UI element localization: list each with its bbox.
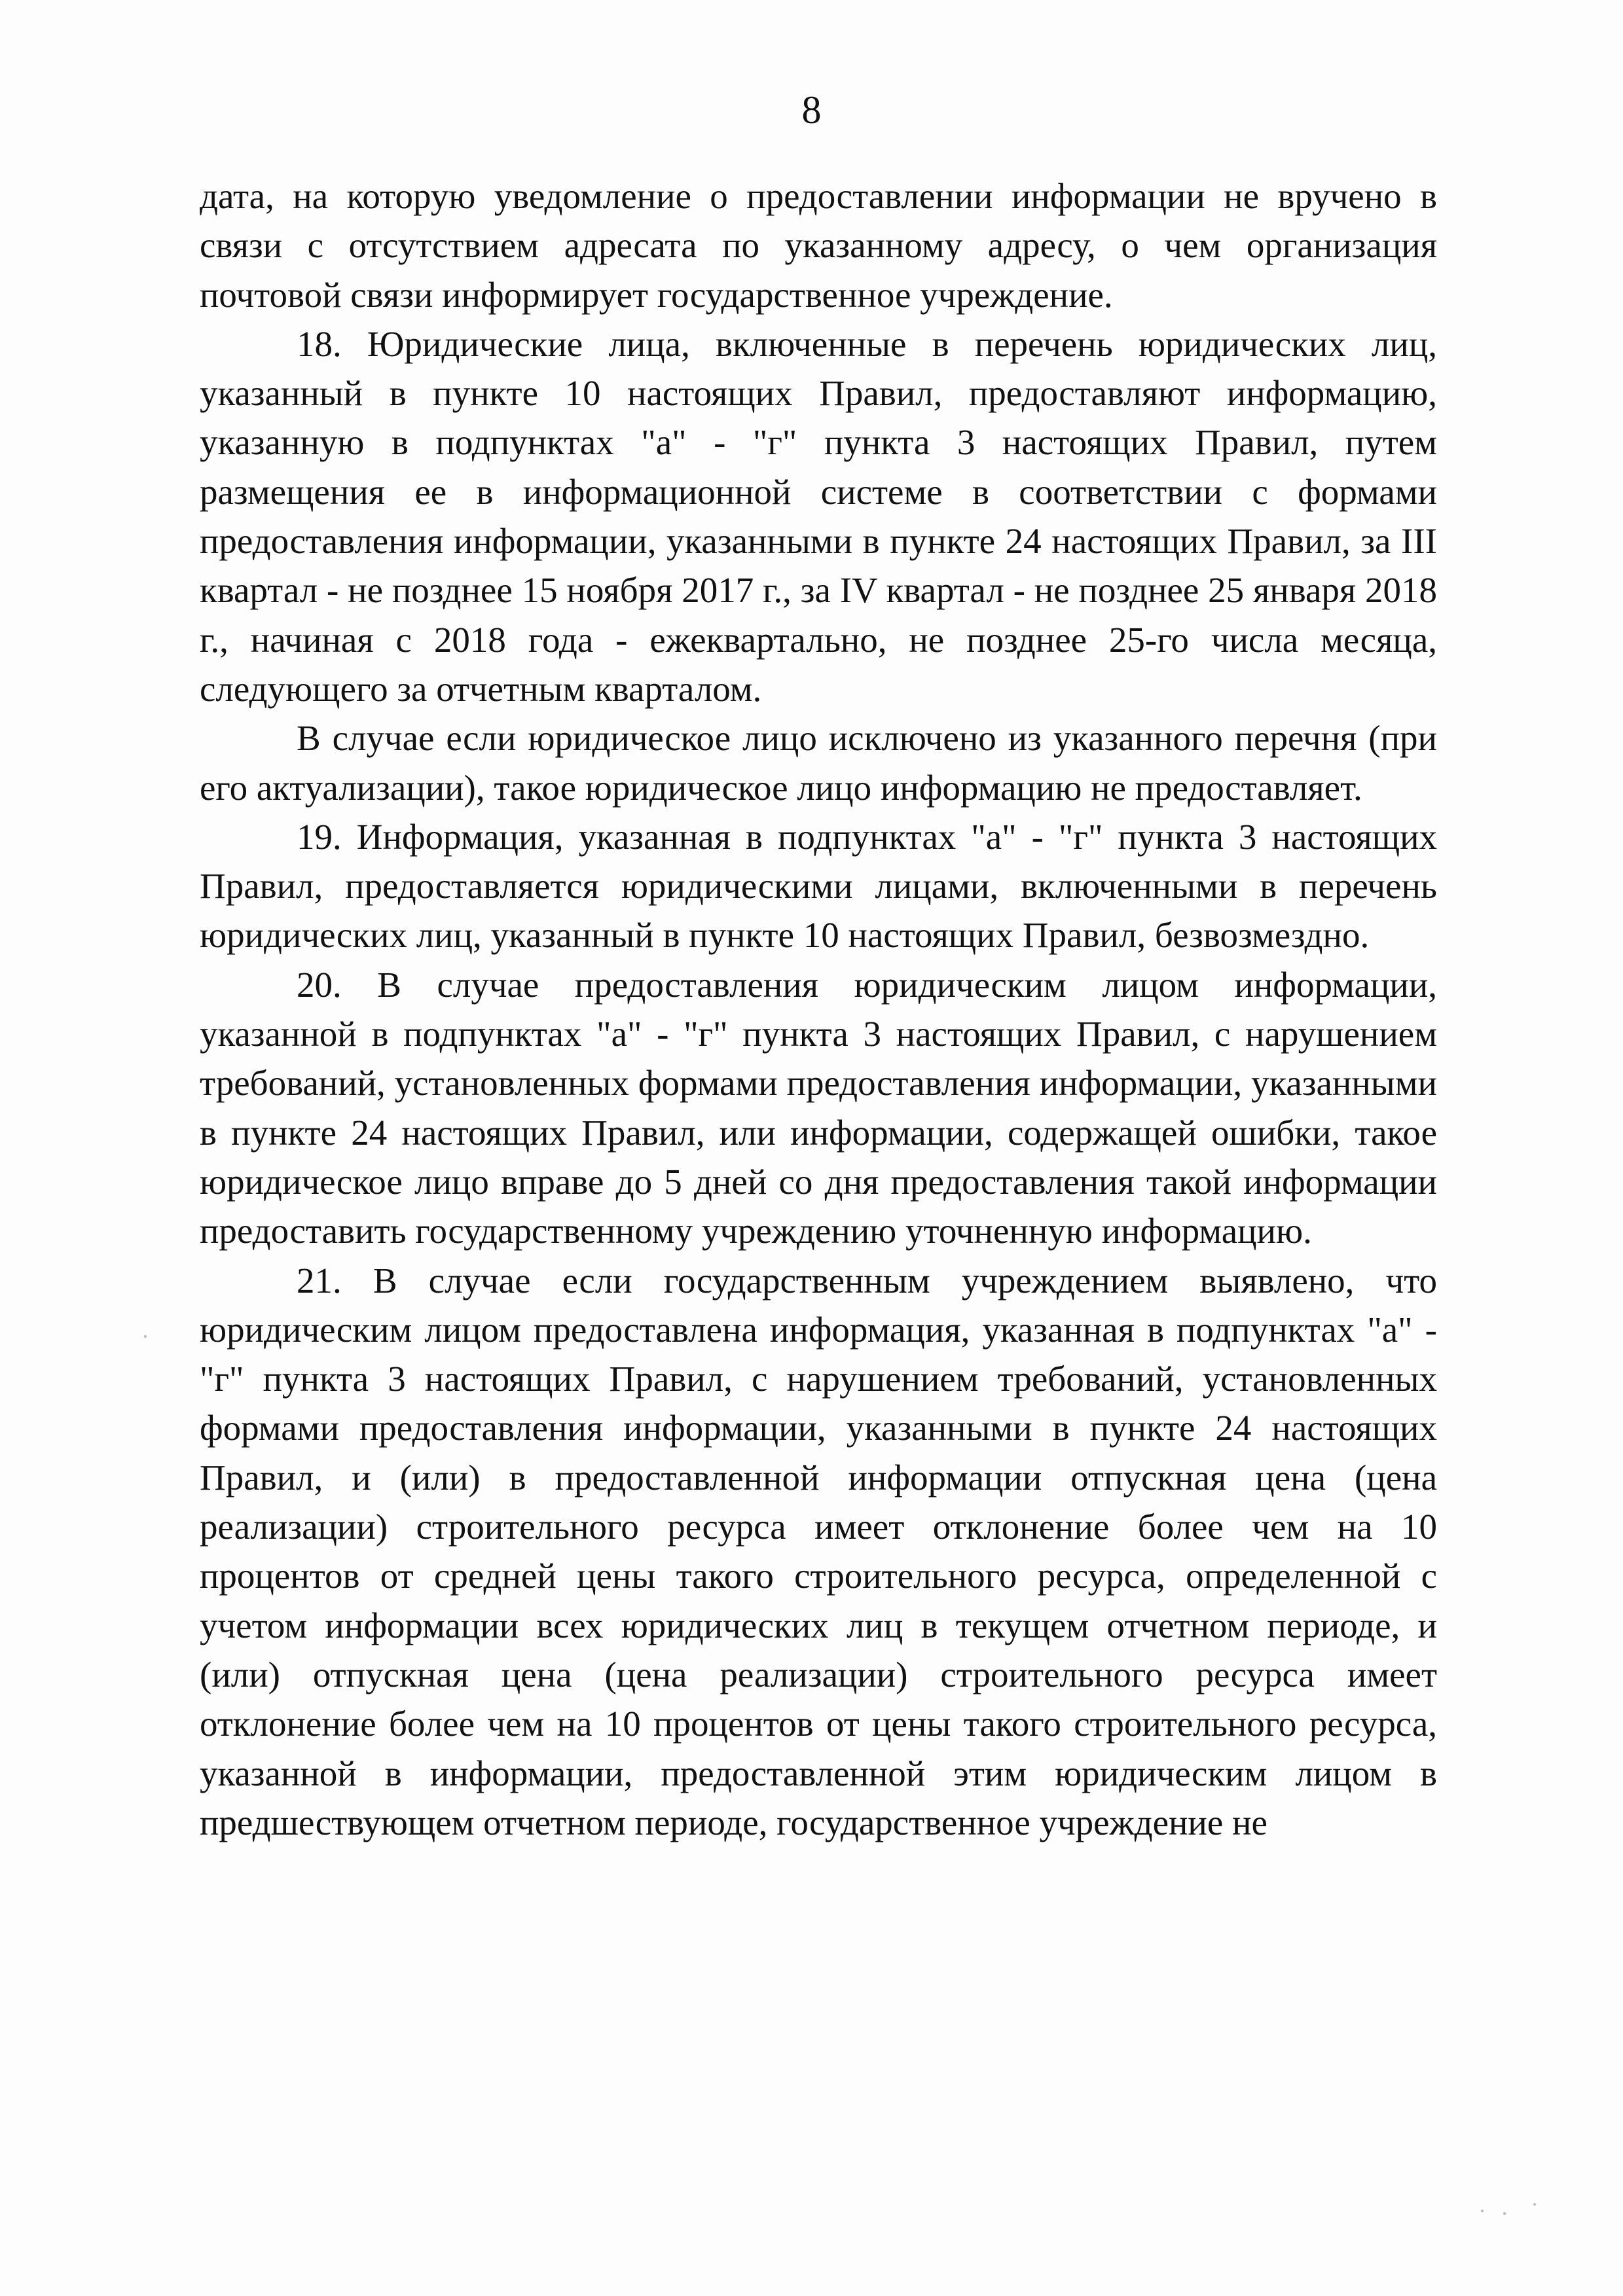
scan-speck	[144, 1335, 147, 1338]
paragraph-item-18: 18. Юридические лица, включенные в перечень юридических лиц, указанный в пункте 10 настоящих Правил, предоставляют информацию, указанную в подпунктах "а" - "г" пункта 3 настоящих Правил, путем размещения ее в информационной системе в соответствии с формами предоставления информации, указанными в пункте 24 настоящих Правил, за III квартал - не позднее 15 ноября 2017 г., за IV квартал - не позднее 25 января 2018 г., начиная с 2018 года - ежеквартально, не позднее 25-го числа месяца, следующего за отчетным кварталом.	[200, 323, 1437, 709]
page-number: 8	[801, 88, 822, 132]
paragraph-item-19: 19. Информация, указанная в подпунктах "а" - "г" пункта 3 настоящих Правил, предоставляется юридическими лицами, включенными в перечень юридических лиц, указанный в пункте 10 настоящих Правил, безвозмездно.	[200, 816, 1437, 956]
scan-speck	[1503, 2212, 1506, 2215]
paragraph-exclusion-note: В случае если юридическое лицо исключено из указанного перечня (при его актуализации), такое юридическое лицо информацию не предоставляет.	[200, 718, 1437, 808]
paragraph-item-20: 20. В случае предоставления юридическим лицом информации, указанной в подпунктах "а" - "г" пункта 3 настоящих Правил, с нарушением требований, установленных формами предоставления информации, указанными в пункте 24 настоящих Правил, или информации, содержащей ошибки, такое юридическое лицо вправе до 5 дней со дня предоставления такой информации предоставить государственному учреждению уточненную информацию.	[200, 964, 1437, 1251]
document-body	[200, 171, 1437, 1847]
paragraph-item-21: 21. В случае если государственным учреждением выявлено, что юридическим лицом предоставлена информация, указанная в подпунктах "а" - "г" пункта 3 настоящих Правил, с нарушением требований, установленных формами предоставления информации, указанными в пункте 24 настоящих Правил, и (или) в предоставленной информации отпускная цена (цена реализации) строительного ресурса имеет отклонение более чем на 10 процентов от средней цены такого строительного ресурса, определенной с учетом информации всех юридических лиц в текущем отчетном периоде, и (или) отпускная цена (цена реализации) строительного ресурса имеет отклонение более чем на 10 процентов от цены такого строительного ресурса, указанной в информации, предоставленной этим юридическим лицом в предшествующем отчетном периоде, государственное учреждение не	[200, 1260, 1437, 1842]
scan-speck	[1481, 2210, 1484, 2212]
paragraph-continuation: дата, на которую уведомление о предоставлении информации не вручено в связи с отсутствием адресата по указанному адресу, о чем организация почтовой связи информирует государственное учреждение.	[200, 176, 1437, 315]
scan-speck	[1533, 2203, 1536, 2206]
